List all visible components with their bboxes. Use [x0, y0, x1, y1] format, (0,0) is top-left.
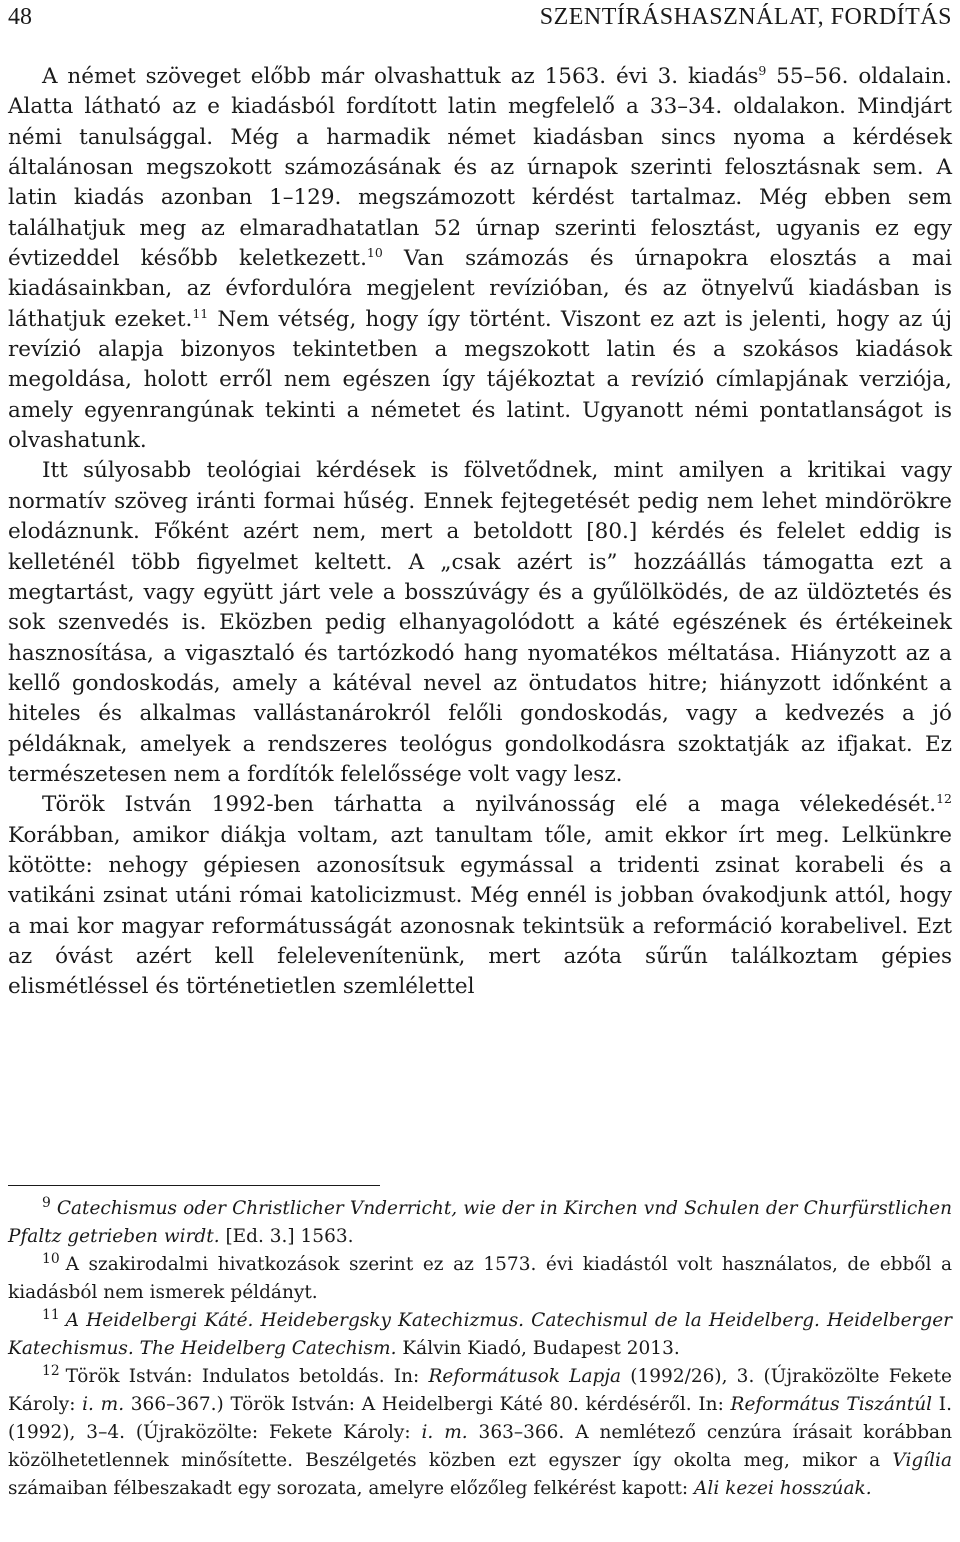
footnote-separator — [8, 1185, 380, 1186]
paragraph-3: Török István 1992-ben tárhatta a nyilvánosság elé a maga vélekedését.$^{12}$ Korábban, amikor diákja voltam, azt tanultam tőle, amit ekkor írt meg. Lelkünkre kötötte: nehogy gépiesen azonosítsuk egymással a tridenti zsinat korabeli és a vatikáni zsinat utáni római katolicizmust. Még ennél is jobban óvakodjunk attól, hogy a mai kor magyar reformátusságát azonosnak tekintsük a reformáció korabelivel. Ezt az óvást azért kell felelevenítenünk, mert azóta sűrűn találkoztam gépies elismétléssel és történetietlen szemlélettel — [8, 791, 952, 1000]
page-header — [0, 0, 960, 40]
footnote-ref-10[interactable]: 10 — [366, 244, 383, 260]
footnote-ref-12[interactable]: 12 — [936, 791, 952, 807]
footnote-12: $^{12}$ Török István: Indulatos betoldás. In: Reformátusok Lapja (1992/26), 3. (Újraközölte Fekete Károly: i. m. 366–367.) Török István: A Heidelbergi Káté 80. kérdéséről. In: Református Tiszántúl I. (1992), 3–4. (Újraközölte: Fekete Károly: i. m. 363–366. A nemlétező cenzúra írásait korábban közölhetetlennek minősítette. Beszélgetés közben ezt egyszer így okolta meg, mikor a Vigília számaiban félbeszakadt egy sorozata, amelyre előzőleg felkérést kapott: Ali kezei hosszúak. — [8, 1362, 953, 1499]
page-number: 48 — [8, 4, 32, 30]
footnote-ref-9[interactable]: 9 — [758, 62, 767, 78]
paragraph-2: Itt súlyosabb teológiai kérdések is fölvetődnek, mint amilyen a kritikai vagy normatív szöveg iránti formai hűség. Ennek fejtegetését pedig nem lehet mindörökre elodáznunk. Főként azért nem, mert a betoldott [80.] kérdés és felelet eddig is kelleténél több figyelmet keltett. A „csak azért is” hozzáállás támogatta ezt a megtartást, vagy együtt járt vele a bosszúvágy és a gyűlölködés, de az üldöztetés és sok szenvedés is. Eközben pedig elhanyagolódott a káté egészének és értékeinek hasznosítása, a vigasztaló és tartózkodó hang nyomatékos méltatása. Hiányzott az a kellő gondoskodás, amely a kátéval nevel az öntudatos hitre; hiányzott időnként a hiteles és alkalmas vallástanárokról felőli gondoskodás, vagy a kedvezés a jó példáknak, amelyek a rendszeres teológus gondolkodásra szoktatják az ifjakat. Ez természetesen nem a fordítók felelőssége volt vagy lesz. — [8, 458, 952, 787]
paragraph-1: A német szöveget előbb már olvashattuk az 1563. évi 3. kiadás$^9$ 55–56. oldalain. Alatta látható az e kiadásból fordított latin megfelelő a 33–34. oldalakon. Mindjárt némi tanulsággal. Még a harmadik német kiadásban sincs nyoma a kérdések általánosan megszokott számozásának és az úrnapok szerinti felosztásnak sem. A latin kiadás azonban 1–129. megszámozott kérdést tartalmaz. Még ebben sem találhatjuk meg az elmaradhatatlan 52 úrnap szerinti felosztást, ugyanis ez egy évtizeddel később keletkezett.$^{10}$ Van számozás és úrnapokra elosztás a mai kiadásainkban, az évfordulóra megjelent revízióban, és az ötnyelvű kiadásban is láthatjuk ezeket.$^{11}$ Nem vétség, hogy így történt. Viszont ez azt is jelenti, hogy az új revízió alapja bizonyos tekintetben a megszokott latin és a szokásos kiadások megoldása, holott erről nem egészen így tájékoztat a revízió címlapjának verziója, amely egyenrangúnak tekinti a németet és latint. Ugyanott némi pontatlanságot is olvashatunk. — [8, 62, 952, 454]
footnotes — [8, 1195, 952, 1503]
running-title: SZENTÍRÁSHASZNÁLAT, FORDÍTÁS — [539, 4, 952, 30]
footnote-ref-11[interactable]: 11 — [192, 305, 209, 321]
footnote-10: $^{10}$ A szakirodalmi hivatkozások szerint ez az 1573. évi kiadástól volt használatos, de ebből a kiadásból nem ismerek példányt. — [8, 1250, 952, 1303]
main-text — [8, 62, 952, 1003]
footnote-11: $^{11}$ A Heidelbergi Káté. Heidebergsky Katechizmus. Catechismul de la Heidelberg. Heidelberger Katechismus. The Heidelberg Catechism. Kálvin Kiadó, Budapest 2013. — [8, 1306, 952, 1359]
footnote-9: $^9$ Catechismus oder Christlicher Vnderricht, wie der in Kirchen vnd Schulen der Churfürstlichen Pfaltz getrieben wirdt. [Ed. 3.] 1563. — [8, 1194, 952, 1247]
